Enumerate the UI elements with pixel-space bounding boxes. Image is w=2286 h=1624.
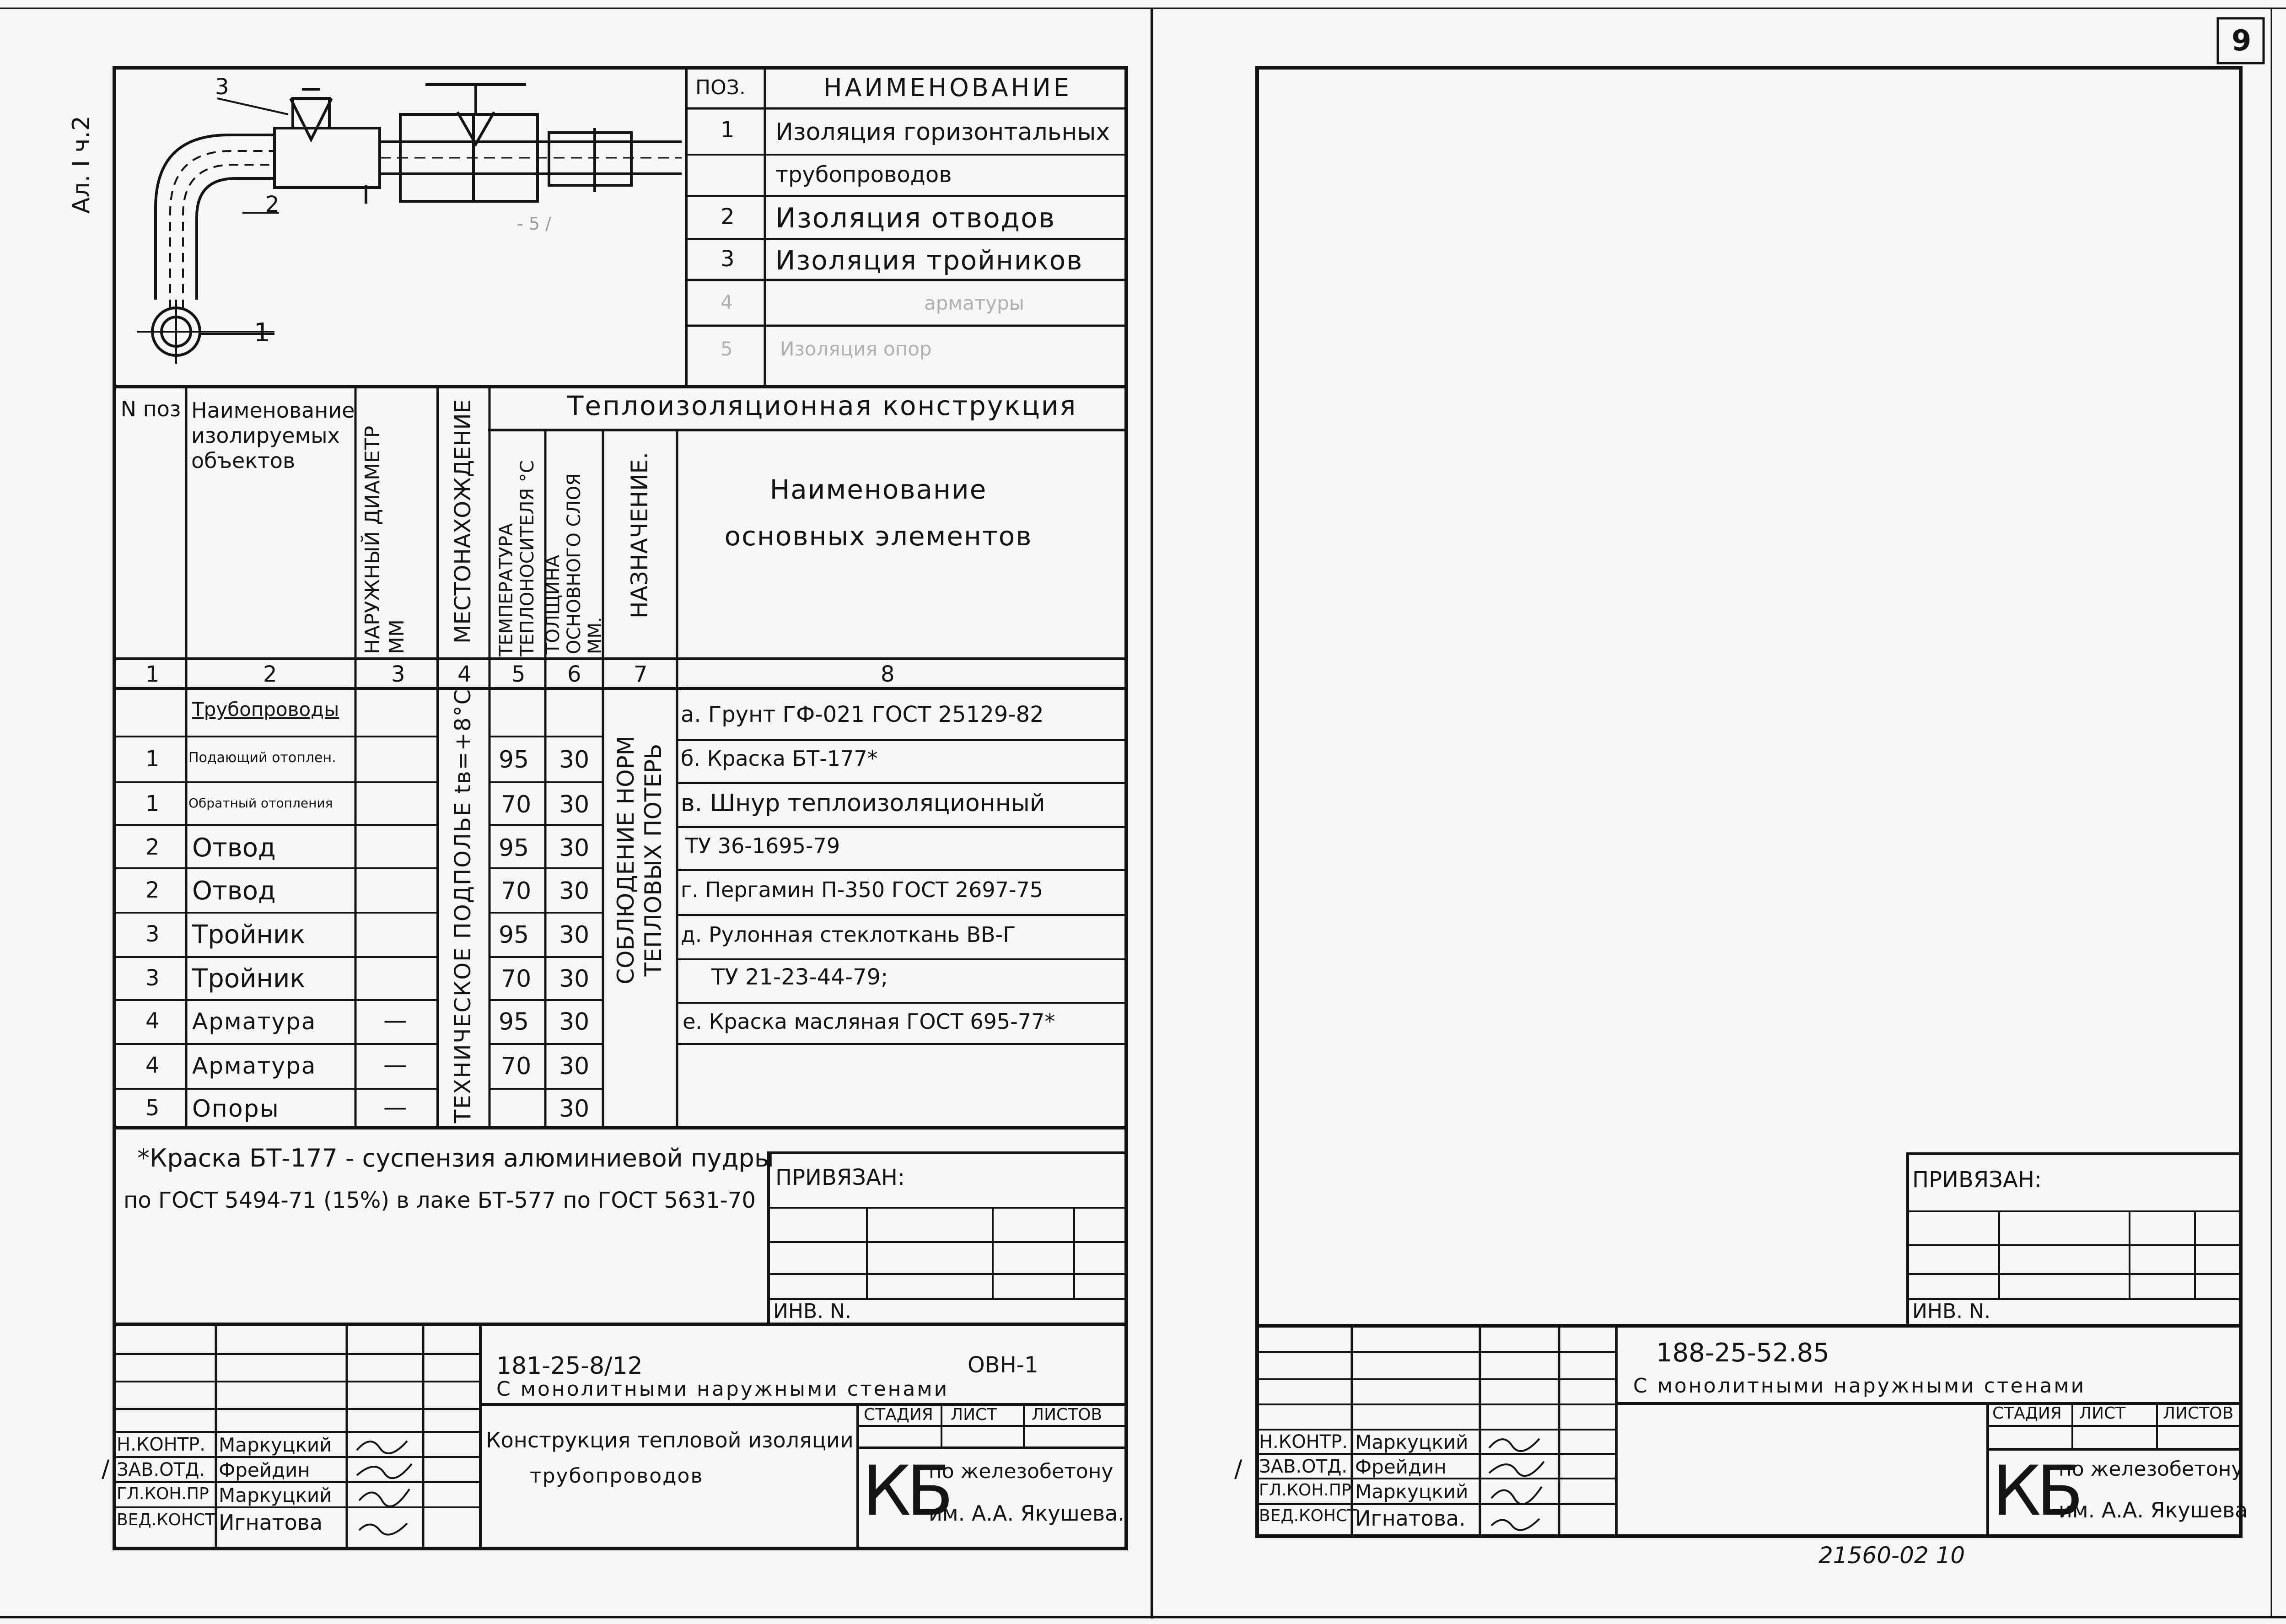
row-temp: 70	[501, 965, 532, 993]
spec-row-name: Изоляция горизонтальных	[775, 118, 1110, 146]
header-thickness: ТОЛЩИНА ОСНОВНОГО СЛОЯ ММ.	[543, 473, 606, 654]
row-name: Тройник	[192, 964, 306, 994]
document-number: 21560-02 10	[1818, 1542, 1965, 1569]
project-code: 181-25-8/12	[496, 1352, 643, 1380]
person-name: Игнатова.	[1355, 1506, 1466, 1531]
sheet-code: ОВН-1	[968, 1352, 1038, 1378]
privyazan-label: ПРИВЯЗАН:	[775, 1165, 905, 1190]
row-pos: 2	[145, 877, 160, 903]
sheet-title-line-1: Конструкция тепловой изоляции	[486, 1428, 854, 1452]
row-temp: 95	[499, 834, 529, 862]
page-number: 9	[2232, 24, 2252, 57]
row-thick: 30	[559, 1095, 590, 1123]
sheet-label: ЛИСТ	[951, 1405, 997, 1424]
row-thick: 30	[559, 1008, 590, 1036]
col-number: 1	[145, 661, 160, 687]
person-name: Маркуцкий	[219, 1434, 332, 1456]
header-purpose: НАЗНАЧЕНИЕ.	[626, 452, 653, 619]
person-name: Игнатова	[219, 1510, 323, 1535]
person-name: Фрейдин	[1355, 1456, 1447, 1478]
element-item: в. Шнур теплоизоляционный	[681, 790, 1045, 817]
col-number: 4	[457, 661, 472, 687]
stroke-mark: /	[1234, 1455, 1243, 1483]
header-pos: N поз	[120, 397, 181, 421]
element-item: ТУ 21-23-44-79;	[711, 964, 888, 990]
row-pos: 3	[145, 965, 160, 991]
drawing-label-2: 2	[265, 192, 280, 217]
role-label: ГЛ.КОН.ПР	[1259, 1481, 1351, 1500]
row-pos: 2	[145, 834, 160, 860]
row-name: Отвод	[192, 876, 276, 906]
inv-label: ИНВ. N.	[1912, 1300, 1991, 1323]
row-pos: 1	[145, 746, 160, 772]
person-name: Маркуцкий	[1355, 1431, 1468, 1453]
header-elements: Наименование основных элементов	[724, 474, 1033, 552]
col-number: 7	[634, 661, 648, 687]
stage-label: СТАДИЯ	[1992, 1404, 2062, 1423]
row-thick: 30	[559, 921, 590, 949]
person-name: Фрейдин	[219, 1459, 310, 1481]
spec-row-pos: 4	[721, 291, 733, 313]
org-line-2: им. А.А. Якушева	[2059, 1498, 2248, 1522]
drawing-label-1: 1	[254, 318, 270, 348]
col-number: 5	[511, 661, 526, 687]
row-pos: 1	[145, 791, 160, 817]
footnote-line-2: по ГОСТ 5494-71 (15%) в лаке БТ-577 по ГОСТ 5631-70	[124, 1188, 756, 1213]
row-temp: 70	[501, 1053, 532, 1080]
col-number: 3	[391, 661, 405, 687]
row-thick: 30	[559, 877, 590, 905]
project-code: 188-25-52.85	[1656, 1338, 1829, 1368]
org-logo: КБ	[1992, 1452, 2079, 1531]
role-label: Н.КОНТР.	[1259, 1431, 1348, 1452]
privyazan-label: ПРИВЯЗАН:	[1912, 1167, 2042, 1193]
spec-row-name: арматуры	[924, 292, 1024, 314]
row-name: Арматура	[192, 1008, 317, 1035]
row-pos: 5	[145, 1095, 160, 1121]
element-item: д. Рулонная стеклоткань ВВ-Г	[681, 922, 1016, 947]
element-item: г. Пергамин П-350 ГОСТ 2697-75	[681, 877, 1043, 902]
footnote-line-1: *Краска БТ-177 - суспензия алюминиевой пудры	[137, 1144, 774, 1172]
header-construction: Теплоизоляционная конструкция	[567, 390, 1077, 421]
header-object-name: Наименование изолируемых объектов	[191, 398, 355, 473]
col-number: 8	[881, 661, 895, 687]
role-label: ЗАВ.ОТД.	[1259, 1456, 1348, 1477]
spec-header-name: НАИМЕНОВАНИЕ	[823, 73, 1072, 102]
spec-row-pos: 1	[721, 117, 735, 143]
row-temp: 70	[501, 877, 532, 905]
col-number: 2	[263, 661, 277, 687]
spec-row-name: Изоляция опор	[780, 338, 932, 360]
row-pos: 3	[145, 921, 160, 947]
row-name: Обратный отопления	[188, 796, 333, 811]
row-temp: 95	[499, 746, 529, 774]
role-label: ВЕД.КОНСТ	[117, 1511, 215, 1529]
spec-row-pos: 5	[721, 338, 733, 360]
row-temp: 95	[499, 921, 529, 949]
header-location: МЕСТОНАХОЖДЕНИЕ	[450, 399, 476, 644]
role-label: ГЛ.КОН.ПР	[117, 1484, 209, 1503]
signature-marks	[352, 1432, 421, 1546]
row-temp: 95	[499, 1008, 529, 1036]
role-label: ВЕД.КОНСТ	[1259, 1506, 1358, 1525]
signature-marks	[1485, 1430, 1553, 1539]
row-name: Опоры	[192, 1095, 280, 1123]
sheets-label: ЛИСТОВ	[1032, 1405, 1103, 1424]
role-label: ЗАВ.ОТД.	[117, 1459, 205, 1480]
sheet-label: ЛИСТ	[2079, 1404, 2126, 1423]
project-subtitle: С монолитными наружными стенами	[496, 1377, 949, 1401]
row-diam: —	[383, 1007, 407, 1034]
row-pos: 4	[145, 1053, 160, 1078]
drawing-label-3: 3	[215, 74, 229, 100]
faint-mark: - 5 /	[517, 214, 551, 234]
spec-header-pos: ПОЗ.	[695, 76, 746, 99]
person-name: Маркуцкий	[1355, 1480, 1468, 1503]
spec-row-pos: 2	[721, 204, 735, 230]
element-item: е. Краска масляная ГОСТ 695-77*	[683, 1009, 1055, 1034]
project-subtitle: С монолитными наружными стенами	[1633, 1374, 2086, 1398]
pipe-insulation-sketch	[137, 71, 682, 364]
header-temperature: ТЕМПЕРАТУРА ТЕПЛОНОСИТЕЛЯ °С	[496, 460, 538, 656]
location-value: ТЕХНИЧЕСКОЕ ПОДПОЛЬЕ tв=+8°С	[450, 688, 476, 1124]
sheets-label: ЛИСТОВ	[2163, 1404, 2234, 1423]
row-pos: 4	[145, 1008, 160, 1034]
row-thick: 30	[559, 1053, 590, 1080]
org-line-1: по железобетону	[929, 1460, 1113, 1483]
spec-row-name: Изоляция тройников	[775, 245, 1083, 276]
element-item: б. Краска БТ-177*	[681, 746, 878, 771]
row-name: Отвод	[192, 833, 276, 863]
row-diam: —	[383, 1094, 407, 1121]
row-name: Тройник	[192, 920, 306, 950]
row-diam: —	[383, 1051, 407, 1079]
spec-row-pos: 3	[721, 246, 735, 272]
row-temp: 70	[501, 791, 532, 818]
sheet-title-line-2: трубопроводов	[530, 1464, 704, 1488]
person-name: Маркуцкий	[219, 1484, 332, 1506]
spec-row-name: Изоляция отводов	[775, 202, 1056, 234]
row-thick: 30	[559, 965, 590, 993]
stroke-mark: /	[102, 1455, 110, 1483]
inv-label: ИНВ. N.	[773, 1300, 852, 1323]
purpose-value: СОБЛЮДЕНИЕ НОРМ ТЕПЛОВЫХ ПОТЕРЬ	[613, 736, 667, 984]
stage-label: СТАДИЯ	[864, 1405, 933, 1424]
spec-row-name: трубопроводов	[775, 162, 952, 188]
margin-note: Ал. I ч.2	[68, 115, 95, 214]
header-diameter: НАРУЖНЫЙ ДИАМЕТР ММ	[361, 425, 409, 654]
org-logo: КБ	[862, 1452, 949, 1531]
org-line-2: им. А.А. Якушева.	[929, 1501, 1124, 1526]
col-number: 6	[567, 661, 581, 687]
row-name: Подающий отоплен.	[188, 750, 336, 766]
row-thick: 30	[559, 791, 590, 818]
org-line-1: по железобетону	[2059, 1457, 2243, 1481]
row-name: Трубопроводы	[192, 698, 339, 721]
role-label: Н.КОНТР.	[117, 1434, 206, 1455]
row-thick: 30	[559, 746, 590, 774]
element-item: ТУ 36-1695-79	[685, 834, 840, 858]
row-name: Арматура	[192, 1053, 317, 1079]
element-item: а. Грунт ГФ-021 ГОСТ 25129-82	[681, 702, 1044, 727]
row-thick: 30	[559, 834, 590, 862]
